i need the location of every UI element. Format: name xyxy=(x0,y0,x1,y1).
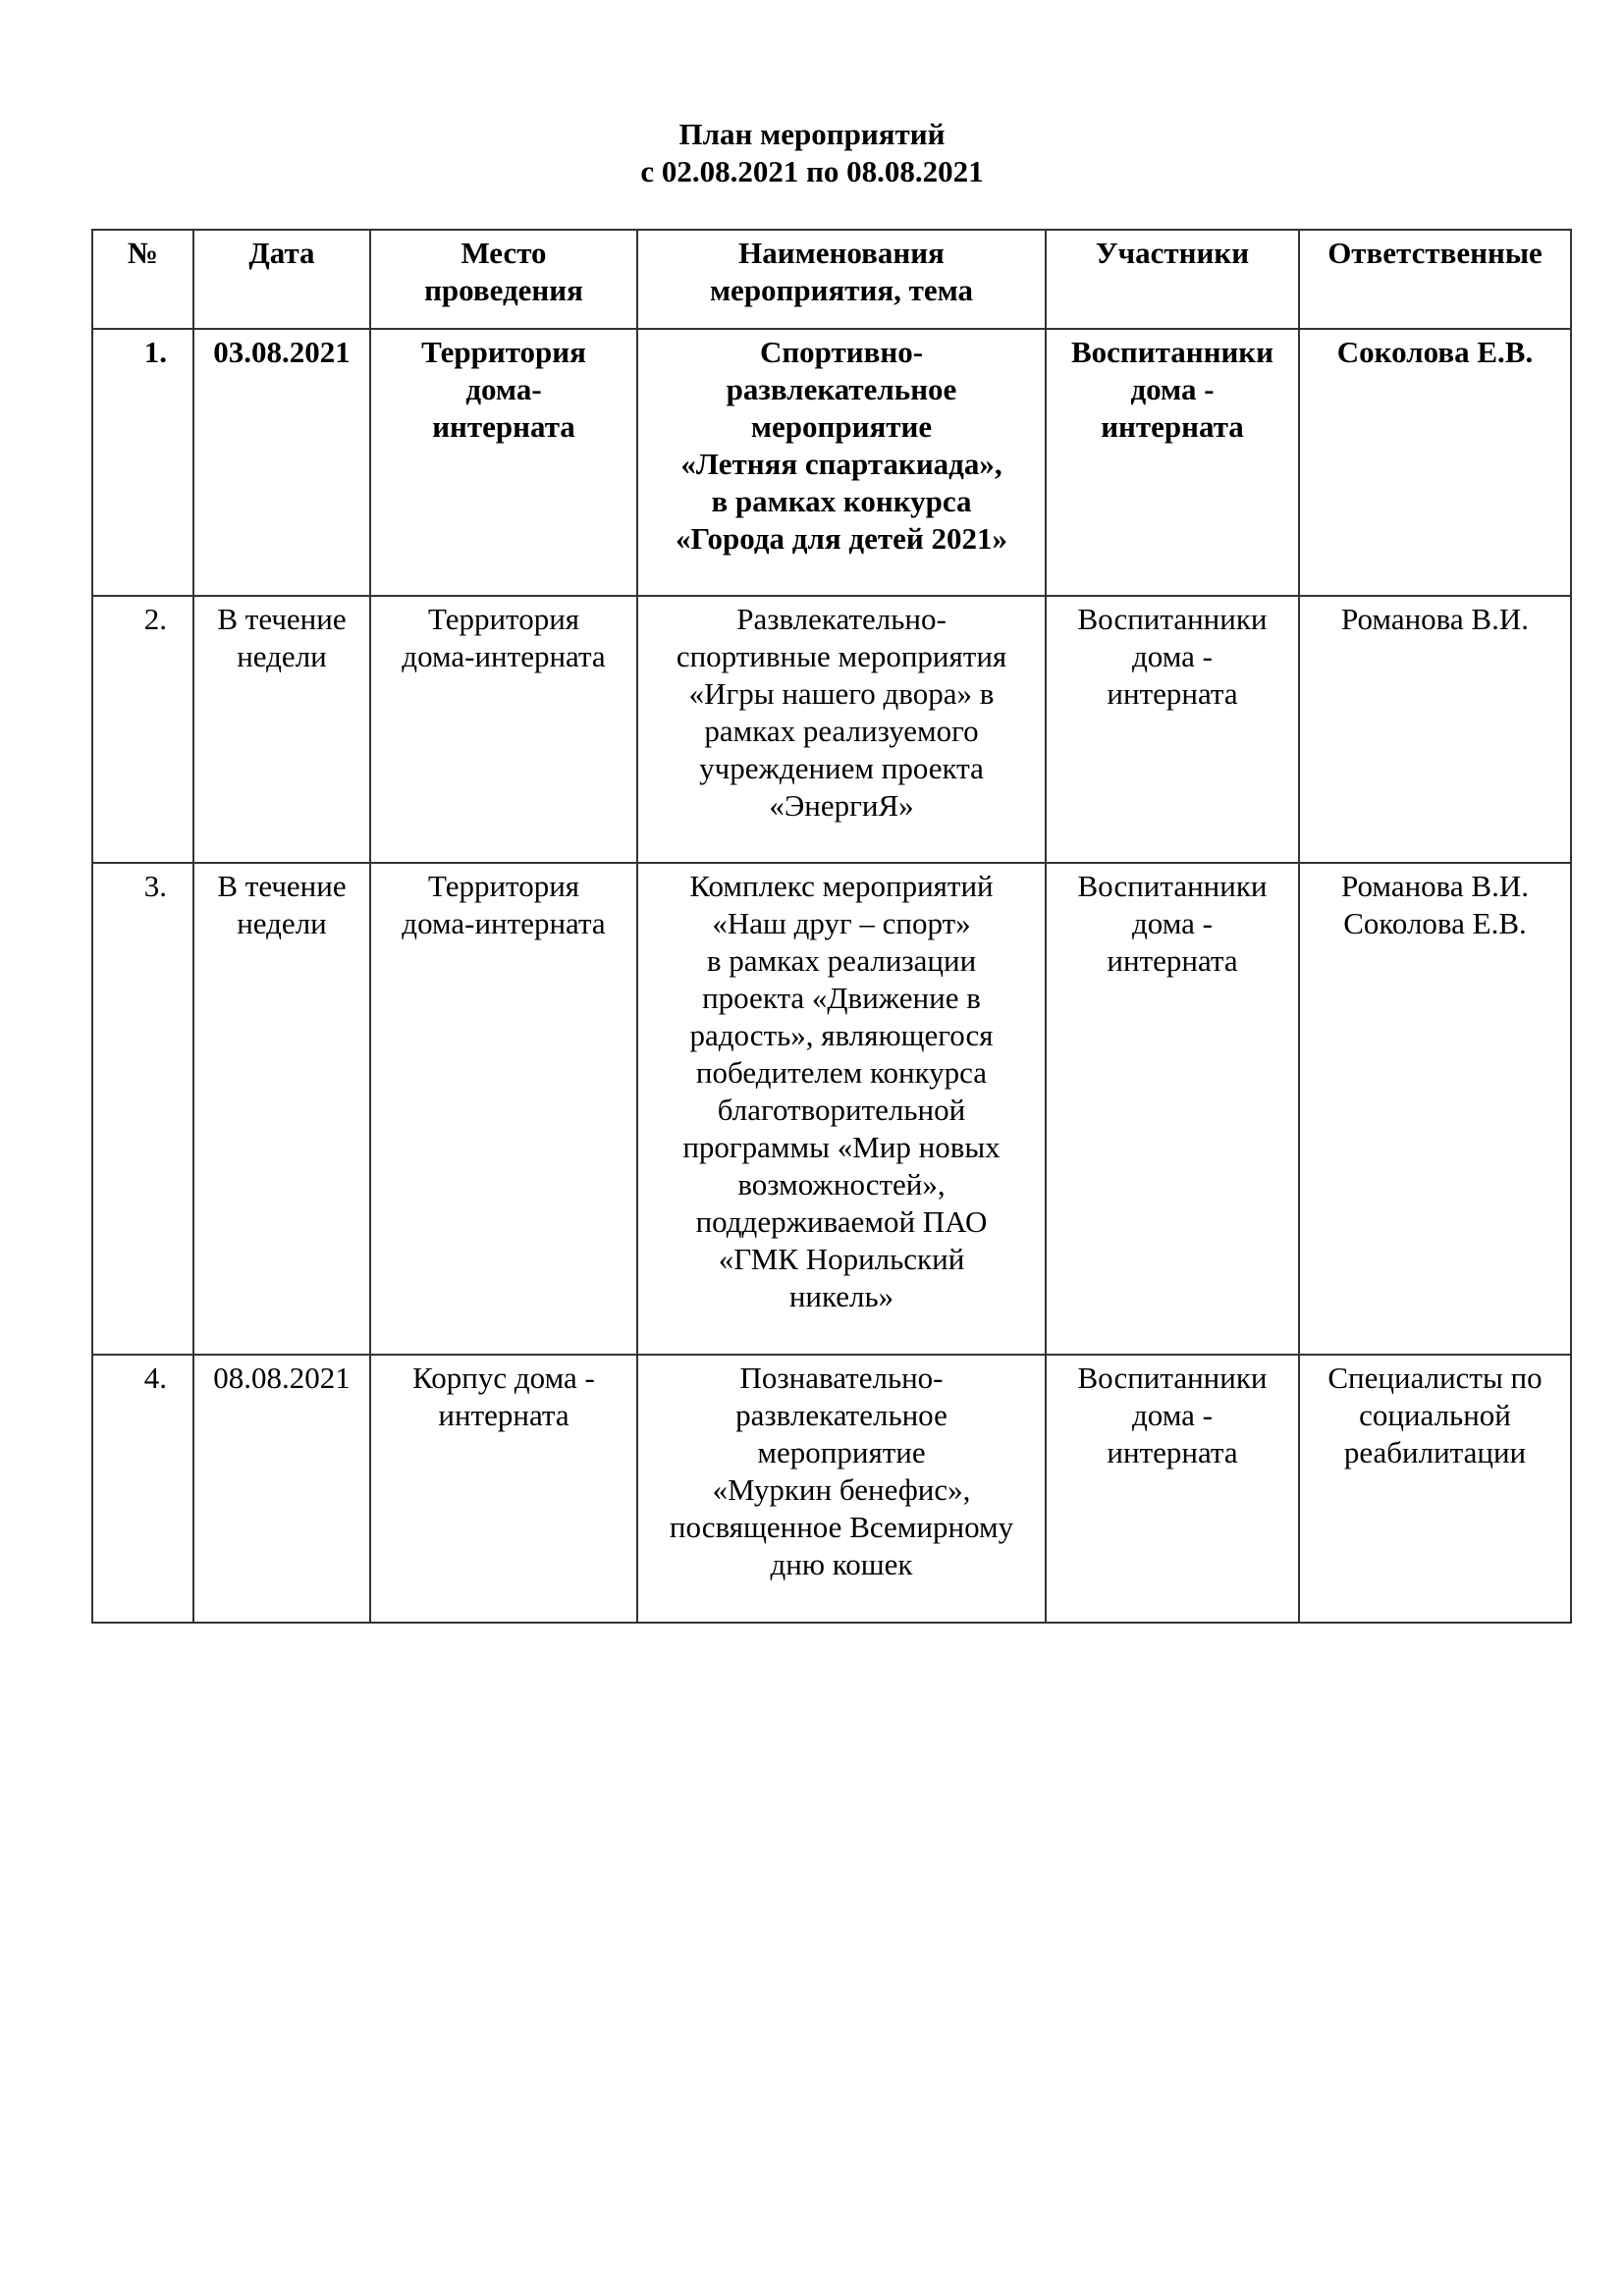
table-row xyxy=(92,863,1571,1355)
responsible-line: Романова В.И. xyxy=(1341,869,1529,903)
cell-name xyxy=(637,863,1046,1355)
name-line: Развлекательно- xyxy=(736,602,947,636)
document-title xyxy=(0,116,1624,190)
name-line: развлекательное xyxy=(735,1398,947,1432)
header-participants: Участники xyxy=(1046,230,1299,329)
cell-date xyxy=(193,596,370,863)
cell-place xyxy=(370,596,637,863)
name-line: «ГМК Норильский xyxy=(718,1242,965,1276)
table-row xyxy=(92,329,1571,596)
table-row xyxy=(92,596,1571,863)
name-line: «Игры нашего двора» в xyxy=(688,676,995,711)
header-responsible: Ответственные xyxy=(1299,230,1571,329)
name-line: радость», являющегося xyxy=(689,1018,994,1052)
table-header-row xyxy=(92,230,1571,329)
name-line: Познавательно- xyxy=(739,1361,944,1395)
events-table xyxy=(91,229,1572,1624)
responsible-line: Соколова Е.В. xyxy=(1343,906,1527,940)
cell-place xyxy=(370,863,637,1355)
date-line: В течение xyxy=(217,602,347,636)
cell-responsible xyxy=(1299,596,1571,863)
name-line: «Муркин бенефис», xyxy=(712,1472,971,1507)
cell-responsible xyxy=(1299,863,1571,1355)
cell-date xyxy=(193,329,370,596)
name-line: рамках реализуемого xyxy=(704,714,979,748)
cell-participants xyxy=(1046,596,1299,863)
cell-participants xyxy=(1046,329,1299,596)
participants-line: Воспитанники xyxy=(1077,869,1268,903)
cell-num: 1. xyxy=(92,329,193,596)
participants-line: дома - xyxy=(1132,906,1213,940)
participants-line: интерната xyxy=(1107,1435,1238,1469)
place-line: интерната xyxy=(432,409,575,444)
name-line: посвященное Всемирному xyxy=(669,1510,1014,1544)
place-line: интерната xyxy=(438,1398,569,1432)
name-line: «Наш друг – спорт» xyxy=(712,906,971,940)
name-line: «Города для детей 2021» xyxy=(676,521,1007,556)
name-line: мероприятие xyxy=(750,409,933,444)
cell-place xyxy=(370,1355,637,1623)
name-line: «Летняя спартакиада», xyxy=(680,447,1002,481)
name-line: Комплекс мероприятий xyxy=(689,869,994,903)
name-line: в рамках реализации xyxy=(706,943,977,978)
header-name-line: Наименования xyxy=(738,236,945,270)
cell-responsible xyxy=(1299,329,1571,596)
participants-line: дома - xyxy=(1132,1398,1213,1432)
name-line: спортивные мероприятия xyxy=(676,639,1007,673)
participants-line: Воспитанники xyxy=(1077,1361,1268,1395)
header-date: Дата xyxy=(193,230,370,329)
name-line: победителем конкурса xyxy=(695,1055,988,1090)
title-line-2: с 02.08.2021 по 08.08.2021 xyxy=(640,154,984,188)
cell-participants xyxy=(1046,1355,1299,1623)
name-line: развлекательное xyxy=(726,372,957,406)
header-num: № xyxy=(92,230,193,329)
header-place-line: Место xyxy=(460,236,547,270)
cell-name xyxy=(637,1355,1046,1623)
place-line: дома-интерната xyxy=(402,639,606,673)
cell-num: 3. xyxy=(92,863,193,1355)
participants-line: интерната xyxy=(1107,676,1238,711)
title-line-1: План мероприятий xyxy=(678,117,946,151)
cell-num: 2. xyxy=(92,596,193,863)
participants-line: Воспитанники xyxy=(1070,335,1274,369)
responsible-line: Соколова Е.В. xyxy=(1336,335,1534,369)
header-name xyxy=(637,230,1046,329)
name-line: Спортивно- xyxy=(759,335,924,369)
cell-name xyxy=(637,329,1046,596)
cell-name xyxy=(637,596,1046,863)
cell-num: 4. xyxy=(92,1355,193,1623)
name-line: никель» xyxy=(788,1279,894,1313)
responsible-line: Романова В.И. xyxy=(1341,602,1529,636)
name-line: проекта «Движение в xyxy=(702,981,981,1015)
responsible-line: реабилитации xyxy=(1343,1435,1527,1469)
cell-place xyxy=(370,329,637,596)
table-row xyxy=(92,1355,1571,1623)
name-line: благотворительной xyxy=(717,1093,966,1127)
date-line: В течение xyxy=(217,869,347,903)
cell-date xyxy=(193,863,370,1355)
date-line: недели xyxy=(237,906,327,940)
place-line: дома-интерната xyxy=(402,906,606,940)
participants-line: дома - xyxy=(1132,639,1213,673)
name-line: поддерживаемой ПАО xyxy=(695,1204,988,1239)
name-line: учреждением проекта xyxy=(699,751,984,785)
responsible-line: социальной xyxy=(1359,1398,1511,1432)
place-line: Территория xyxy=(427,602,580,636)
name-line: в рамках конкурса xyxy=(711,484,972,518)
header-place xyxy=(370,230,637,329)
place-line: Территория xyxy=(427,869,580,903)
name-line: дню кошек xyxy=(770,1547,913,1581)
name-line: программы «Мир новых xyxy=(682,1130,1001,1164)
place-line: Территория xyxy=(421,335,586,369)
date-line: 03.08.2021 xyxy=(213,335,351,369)
header-name-line: мероприятия, тема xyxy=(709,273,974,307)
name-line: возможностей», xyxy=(737,1167,946,1201)
date-line: 08.08.2021 xyxy=(213,1361,351,1395)
place-line: дома- xyxy=(465,372,542,406)
cell-participants xyxy=(1046,863,1299,1355)
participants-line: интерната xyxy=(1101,409,1244,444)
participants-line: интерната xyxy=(1107,943,1238,978)
name-line: мероприятие xyxy=(757,1435,926,1469)
name-line: «ЭнергиЯ» xyxy=(769,788,914,823)
cell-responsible xyxy=(1299,1355,1571,1623)
participants-line: дома - xyxy=(1130,372,1215,406)
cell-date xyxy=(193,1355,370,1623)
header-place-line: проведения xyxy=(424,273,583,307)
participants-line: Воспитанники xyxy=(1077,602,1268,636)
responsible-line: Специалисты по xyxy=(1327,1361,1543,1395)
place-line: Корпус дома - xyxy=(412,1361,595,1395)
date-line: недели xyxy=(237,639,327,673)
